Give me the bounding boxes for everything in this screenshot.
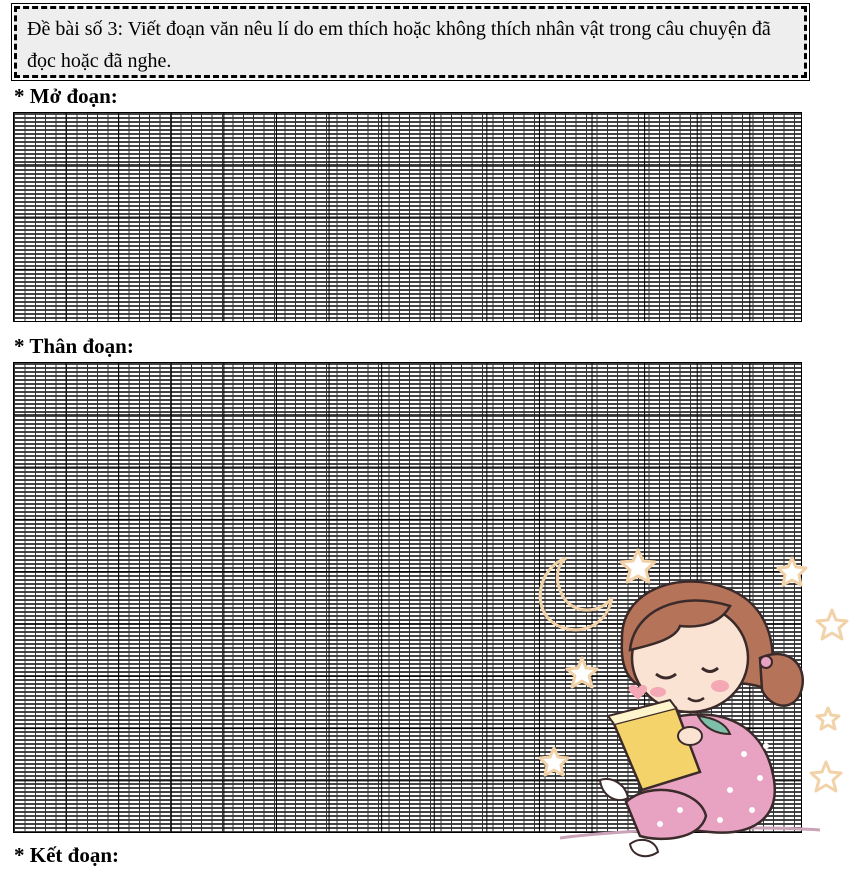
writing-grid-mo-doan[interactable] [13,112,802,322]
girl-reading-book-icon [530,540,858,871]
moon-icon [540,558,612,630]
section-label-mo-doan: * Mở đoạn: [14,84,118,108]
task-prompt-text: Đề bài số 3: Viết đoạn văn nêu lí do em thích hoặc không thích nhân vật trong câu chuyện đã đọc hoặc đã nghe. [27,18,771,72]
task-prompt-box [14,6,807,78]
section-label-than-doan: * Thân đoạn: [14,334,134,358]
section-label-ket-doan: * Kết đoạn: [14,843,119,867]
